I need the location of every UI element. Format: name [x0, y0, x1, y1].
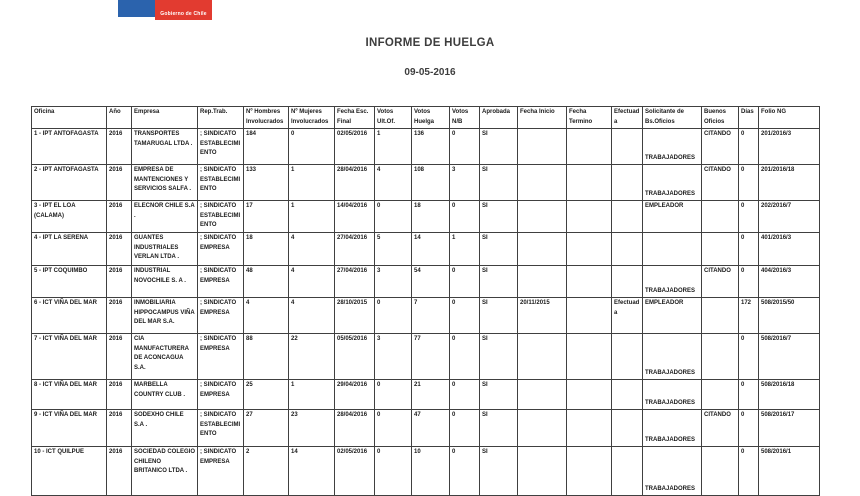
cell-efectuada [612, 201, 643, 233]
cell-votos-ult-of: 1 [375, 129, 412, 165]
cell-solicitante-bs-oficios: EMPLEADOR [643, 298, 702, 334]
column-header-buenos-oficios: Buenos Oficios [702, 107, 739, 129]
cell-oficina: 6 - ICT VIÑA DEL MAR [32, 298, 107, 334]
logo-flag-red [155, 0, 212, 20]
cell-votos-ult-of: 0 [375, 410, 412, 447]
cell-votos-nb: 0 [450, 380, 480, 410]
cell-empresa: TRANSPORTES TAMARUGAL LTDA . [132, 129, 198, 165]
cell-folio-ng: 201/2016/3 [759, 129, 820, 165]
cell-ano: 2016 [107, 266, 132, 298]
cell-votos-nb: 0 [450, 129, 480, 165]
cell-efectuada [612, 380, 643, 410]
cell-votos-ult-of: 4 [375, 165, 412, 201]
table-row [32, 201, 820, 233]
cell-empresa: GUANTES INDUSTRIALES VERLAN LTDA . [132, 233, 198, 266]
cell-oficina: 2 - IPT ANTOFAGASTA [32, 165, 107, 201]
table-header [32, 107, 820, 129]
cell-folio-ng: 508/2015/50 [759, 298, 820, 334]
cell-fecha-inicio [518, 201, 567, 233]
cell-fecha-inicio [518, 233, 567, 266]
column-header-fecha-esc-final: Fecha Esc. Final [335, 107, 375, 129]
header-row [32, 107, 820, 129]
cell-oficina: 3 - IPT EL LOA (CALAMA) [32, 201, 107, 233]
column-header-n-mujeres-involucrados: Nº Mujeres Involucrados [289, 107, 335, 129]
cell-buenos-oficios [702, 233, 739, 266]
column-header-dias: Días [739, 107, 759, 129]
cell-empresa: SOCIEDAD COLEGIO CHILENO BRITANICO LTDA . [132, 447, 198, 496]
cell-empresa: CIA MANUFACTURERA DE ACONCAGUA S.A. [132, 334, 198, 380]
cell-fecha-termino [567, 129, 612, 165]
cell-fecha-inicio [518, 380, 567, 410]
cell-n-hombres-involucrados: 133 [244, 165, 289, 201]
column-header-folio-ng: Folio NG [759, 107, 820, 129]
cell-dias: 172 [739, 298, 759, 334]
cell-n-mujeres-involucrados: 23 [289, 410, 335, 447]
cell-solicitante-bs-oficios: TRABAJADORES [643, 380, 702, 410]
cell-ano: 2016 [107, 233, 132, 266]
cell-efectuada [612, 129, 643, 165]
cell-votos-huelga: 77 [412, 334, 450, 380]
cell-votos-huelga: 108 [412, 165, 450, 201]
cell-fecha-inicio [518, 266, 567, 298]
cell-fecha-termino [567, 334, 612, 380]
cell-votos-nb: 0 [450, 201, 480, 233]
cell-oficina: 10 - ICT QUILPUE [32, 447, 107, 496]
cell-rep-trab: ; SINDICATO EMPRESA [198, 298, 244, 334]
cell-votos-ult-of: 0 [375, 447, 412, 496]
cell-fecha-termino [567, 380, 612, 410]
column-header-empresa: Empresa [132, 107, 198, 129]
cell-votos-nb: 0 [450, 298, 480, 334]
cell-ano: 2016 [107, 410, 132, 447]
cell-fecha-esc-final: 29/04/2016 [335, 380, 375, 410]
cell-votos-nb: 0 [450, 410, 480, 447]
cell-aprobada: SI [480, 129, 518, 165]
cell-rep-trab: ; SINDICATO EMPRESA [198, 233, 244, 266]
cell-empresa: INMOBILIARIA HIPPOCAMPUS VIÑA DEL MAR S.A. [132, 298, 198, 334]
cell-fecha-termino [567, 165, 612, 201]
cell-votos-huelga: 47 [412, 410, 450, 447]
column-header-votos-huelga: Votos Huelga [412, 107, 450, 129]
cell-rep-trab: ; SINDICATO ESTABLECIMIENTO [198, 410, 244, 447]
column-header-n-hombres-involucrados: Nº Hombres Involucrados [244, 107, 289, 129]
cell-votos-ult-of: 3 [375, 266, 412, 298]
cell-n-mujeres-involucrados: 1 [289, 165, 335, 201]
cell-ano: 2016 [107, 201, 132, 233]
column-header-fecha-inicio: Fecha Inicio [518, 107, 567, 129]
table-row [32, 129, 820, 165]
cell-votos-ult-of: 0 [375, 201, 412, 233]
cell-fecha-esc-final: 27/04/2016 [335, 266, 375, 298]
cell-efectuada [612, 447, 643, 496]
column-header-efectuada: Efectuada [612, 107, 643, 129]
table-row [32, 447, 820, 496]
cell-buenos-oficios [702, 298, 739, 334]
cell-fecha-termino [567, 233, 612, 266]
column-header-aprobada: Aprobada [480, 107, 518, 129]
cell-votos-ult-of: 3 [375, 334, 412, 380]
cell-ano: 2016 [107, 129, 132, 165]
strike-report-table [31, 106, 820, 496]
cell-rep-trab: ; SINDICATO EMPRESA [198, 266, 244, 298]
cell-ano: 2016 [107, 447, 132, 496]
cell-fecha-esc-final: 02/05/2016 [335, 447, 375, 496]
cell-n-mujeres-involucrados: 1 [289, 201, 335, 233]
cell-votos-huelga: 18 [412, 201, 450, 233]
cell-fecha-termino [567, 410, 612, 447]
cell-dias: 0 [739, 201, 759, 233]
cell-empresa: ELECNOR CHILE S.A . [132, 201, 198, 233]
cell-dias: 0 [739, 266, 759, 298]
cell-dias: 0 [739, 165, 759, 201]
cell-efectuada [612, 165, 643, 201]
cell-solicitante-bs-oficios: TRABAJADORES [643, 266, 702, 298]
column-header-votos-ult-of: Votos Ult.Of. [375, 107, 412, 129]
cell-folio-ng: 201/2016/18 [759, 165, 820, 201]
cell-buenos-oficios: CITANDO [702, 410, 739, 447]
cell-votos-nb: 3 [450, 165, 480, 201]
cell-fecha-termino [567, 201, 612, 233]
cell-n-mujeres-involucrados: 14 [289, 447, 335, 496]
cell-votos-nb: 0 [450, 266, 480, 298]
cell-n-mujeres-involucrados: 4 [289, 233, 335, 266]
cell-fecha-esc-final: 28/04/2016 [335, 165, 375, 201]
table-row [32, 165, 820, 201]
table-body [32, 129, 820, 496]
column-header-rep-trab: Rep.Trab. [198, 107, 244, 129]
cell-aprobada: SI [480, 380, 518, 410]
cell-votos-ult-of: 0 [375, 298, 412, 334]
cell-solicitante-bs-oficios: TRABAJADORES [643, 410, 702, 447]
gobierno-de-chile-logo [118, 0, 212, 17]
column-header-votos-nb: Votos N/B [450, 107, 480, 129]
cell-fecha-inicio: 20/11/2015 [518, 298, 567, 334]
cell-dias: 0 [739, 233, 759, 266]
cell-votos-huelga: 54 [412, 266, 450, 298]
cell-folio-ng: 202/2016/7 [759, 201, 820, 233]
cell-solicitante-bs-oficios: TRABAJADORES [643, 129, 702, 165]
cell-ano: 2016 [107, 334, 132, 380]
cell-buenos-oficios [702, 380, 739, 410]
cell-n-hombres-involucrados: 4 [244, 298, 289, 334]
column-header-solicitante-bs-oficios: Solicitante de Bs.Oficios [643, 107, 702, 129]
cell-fecha-inicio [518, 334, 567, 380]
cell-rep-trab: ; SINDICATO ESTABLECIMIENTO [198, 201, 244, 233]
cell-fecha-esc-final: 02/05/2016 [335, 129, 375, 165]
cell-aprobada: SI [480, 165, 518, 201]
cell-votos-huelga: 136 [412, 129, 450, 165]
cell-buenos-oficios [702, 201, 739, 233]
cell-votos-ult-of: 0 [375, 380, 412, 410]
cell-folio-ng: 508/2016/7 [759, 334, 820, 380]
cell-fecha-esc-final: 28/10/2015 [335, 298, 375, 334]
cell-oficina: 8 - ICT VIÑA DEL MAR [32, 380, 107, 410]
cell-fecha-esc-final: 05/05/2016 [335, 334, 375, 380]
report-date: 09-05-2016 [404, 67, 456, 78]
cell-folio-ng: 401/2016/3 [759, 233, 820, 266]
cell-dias: 0 [739, 447, 759, 496]
cell-rep-trab: ; SINDICATO EMPRESA [198, 447, 244, 496]
cell-efectuada [612, 334, 643, 380]
cell-rep-trab: ; SINDICATO ESTABLECIMIENTO [198, 165, 244, 201]
table-row [32, 266, 820, 298]
column-header-ano: Año [107, 107, 132, 129]
cell-n-hombres-involucrados: 17 [244, 201, 289, 233]
cell-votos-ult-of: 5 [375, 233, 412, 266]
cell-oficina: 4 - IPT LA SERENA [32, 233, 107, 266]
cell-aprobada: SI [480, 266, 518, 298]
cell-n-hombres-involucrados: 18 [244, 233, 289, 266]
cell-fecha-esc-final: 27/04/2016 [335, 233, 375, 266]
cell-fecha-inicio [518, 447, 567, 496]
cell-buenos-oficios [702, 447, 739, 496]
table-row [32, 380, 820, 410]
cell-aprobada: SI [480, 447, 518, 496]
cell-fecha-esc-final: 14/04/2016 [335, 201, 375, 233]
cell-n-hombres-involucrados: 184 [244, 129, 289, 165]
cell-rep-trab: ; SINDICATO EMPRESA [198, 380, 244, 410]
cell-ano: 2016 [107, 380, 132, 410]
cell-dias: 0 [739, 334, 759, 380]
cell-ano: 2016 [107, 165, 132, 201]
cell-rep-trab: ; SINDICATO ESTABLECIMIENTO [198, 129, 244, 165]
cell-solicitante-bs-oficios [643, 233, 702, 266]
cell-dias: 0 [739, 380, 759, 410]
cell-solicitante-bs-oficios: TRABAJADORES [643, 165, 702, 201]
table-row [32, 233, 820, 266]
cell-aprobada: SI [480, 410, 518, 447]
cell-aprobada: SI [480, 233, 518, 266]
cell-aprobada: SI [480, 201, 518, 233]
cell-buenos-oficios: CITANDO [702, 165, 739, 201]
cell-aprobada: SI [480, 334, 518, 380]
cell-ano: 2016 [107, 298, 132, 334]
cell-fecha-inicio [518, 410, 567, 447]
cell-efectuada [612, 266, 643, 298]
report-title: INFORME DE HUELGA [365, 37, 495, 49]
logo-text: Gobierno de Chile [160, 11, 207, 17]
cell-votos-huelga: 10 [412, 447, 450, 496]
cell-n-hombres-involucrados: 2 [244, 447, 289, 496]
cell-oficina: 7 - ICT VIÑA DEL MAR [32, 334, 107, 380]
cell-buenos-oficios: CITANDO [702, 266, 739, 298]
cell-solicitante-bs-oficios: TRABAJADORES [643, 334, 702, 380]
cell-votos-nb: 0 [450, 447, 480, 496]
cell-rep-trab: ; SINDICATO EMPRESA [198, 334, 244, 380]
cell-n-mujeres-involucrados: 4 [289, 266, 335, 298]
table-row [32, 410, 820, 447]
cell-fecha-termino [567, 447, 612, 496]
cell-n-hombres-involucrados: 25 [244, 380, 289, 410]
cell-fecha-inicio [518, 129, 567, 165]
cell-solicitante-bs-oficios: EMPLEADOR [643, 201, 702, 233]
cell-buenos-oficios: CITANDO [702, 129, 739, 165]
cell-folio-ng: 404/2016/3 [759, 266, 820, 298]
column-header-oficina: Oficina [32, 107, 107, 129]
cell-dias: 0 [739, 129, 759, 165]
cell-votos-huelga: 7 [412, 298, 450, 334]
logo-flag-blue-icon [118, 0, 155, 17]
cell-aprobada: SI [480, 298, 518, 334]
column-header-fecha-termino: Fecha Termino [567, 107, 612, 129]
cell-oficina: 9 - ICT VIÑA DEL MAR [32, 410, 107, 447]
cell-empresa: EMPRESA DE MANTENCIONES Y SERVICIOS SALFA . [132, 165, 198, 201]
cell-n-mujeres-involucrados: 0 [289, 129, 335, 165]
cell-empresa: SODEXHO CHILE S.A . [132, 410, 198, 447]
cell-folio-ng: 508/2016/17 [759, 410, 820, 447]
cell-n-mujeres-involucrados: 1 [289, 380, 335, 410]
cell-efectuada [612, 410, 643, 447]
cell-folio-ng: 508/2016/1 [759, 447, 820, 496]
cell-n-hombres-involucrados: 27 [244, 410, 289, 447]
table-row [32, 334, 820, 380]
cell-n-mujeres-involucrados: 4 [289, 298, 335, 334]
cell-fecha-esc-final: 28/04/2016 [335, 410, 375, 447]
cell-votos-huelga: 21 [412, 380, 450, 410]
cell-efectuada: Efectuada [612, 298, 643, 334]
cell-empresa: INDUSTRIAL NOVOCHILE S. A . [132, 266, 198, 298]
cell-oficina: 5 - IPT COQUIMBO [32, 266, 107, 298]
cell-votos-nb: 1 [450, 233, 480, 266]
cell-dias: 0 [739, 410, 759, 447]
cell-oficina: 1 - IPT ANTOFAGASTA [32, 129, 107, 165]
cell-efectuada [612, 233, 643, 266]
cell-folio-ng: 508/2016/18 [759, 380, 820, 410]
table-row [32, 298, 820, 334]
cell-n-hombres-involucrados: 88 [244, 334, 289, 380]
cell-n-hombres-involucrados: 48 [244, 266, 289, 298]
cell-fecha-termino [567, 298, 612, 334]
cell-votos-nb: 0 [450, 334, 480, 380]
cell-empresa: MARBELLA COUNTRY CLUB . [132, 380, 198, 410]
cell-solicitante-bs-oficios: TRABAJADORES [643, 447, 702, 496]
cell-fecha-inicio [518, 165, 567, 201]
cell-fecha-termino [567, 266, 612, 298]
cell-buenos-oficios [702, 334, 739, 380]
cell-votos-huelga: 14 [412, 233, 450, 266]
cell-n-mujeres-involucrados: 22 [289, 334, 335, 380]
